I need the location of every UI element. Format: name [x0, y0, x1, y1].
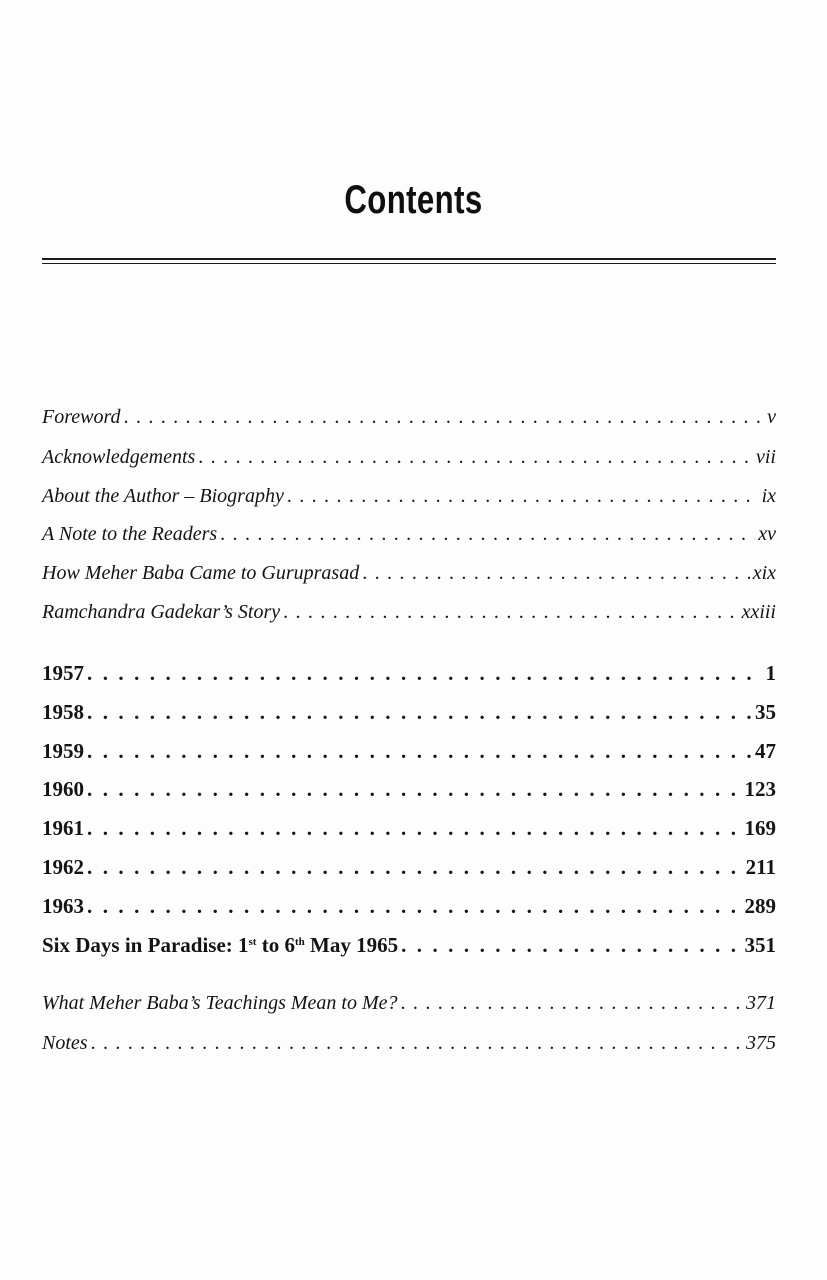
toc-entry-foreword[interactable]	[42, 406, 776, 429]
dot-leader	[87, 700, 752, 725]
toc-entry-about-author[interactable]	[42, 485, 776, 508]
toc-entry-label: 1962	[42, 855, 84, 879]
toc-entry-label: What Meher Baba’s Teachings Mean to Me?	[42, 992, 398, 1014]
toc-entry-notes[interactable]	[42, 1032, 776, 1055]
toc-entry-label: Foreword	[42, 406, 121, 428]
toc-entry-page: 1	[765, 661, 776, 685]
dot-leader	[220, 523, 755, 546]
toc-entry-six-days-in-paradise[interactable]	[42, 933, 776, 958]
toc-entry-page: 375	[746, 1032, 776, 1054]
table-of-contents	[42, 0, 776, 1280]
dot-leader	[87, 739, 752, 764]
toc-entry-1957[interactable]	[42, 661, 776, 686]
toc-entry-page: 351	[744, 933, 776, 957]
toc-entry-teachings-mean-to-me[interactable]	[42, 992, 776, 1015]
dot-leader	[287, 485, 759, 508]
label-text: Six Days in Paradise: 1	[42, 933, 249, 957]
toc-entry-label: 1957	[42, 661, 84, 685]
toc-entry-page: xxiii	[741, 601, 776, 623]
toc-entry-note-to-readers[interactable]	[42, 523, 776, 546]
dot-leader	[362, 562, 749, 585]
toc-entry-page: 47	[755, 739, 776, 763]
toc-entry-gadekar-story[interactable]	[42, 601, 776, 624]
toc-entry-1962[interactable]	[42, 855, 776, 880]
toc-entry-label: A Note to the Readers	[42, 523, 218, 545]
toc-entry-page: 289	[744, 894, 776, 918]
dot-leader	[198, 446, 753, 469]
toc-entry-label: 1960	[42, 777, 84, 801]
toc-entry-label: 1963	[42, 894, 84, 918]
dot-leader	[91, 1032, 743, 1055]
toc-entry-label: 1961	[42, 816, 84, 840]
dot-leader	[87, 894, 742, 919]
toc-entry-1960[interactable]	[42, 777, 776, 802]
dot-leader	[283, 601, 738, 624]
toc-entry-label: Notes	[42, 1032, 88, 1054]
toc-entry-1961[interactable]	[42, 816, 776, 841]
toc-entry-label: 1959	[42, 739, 84, 763]
label-text: May 1965	[304, 933, 399, 957]
toc-entry-label: About the Author – Biography	[42, 485, 284, 507]
toc-entry-label: How Meher Baba Came to Guruprasad	[42, 562, 360, 584]
toc-entry-label: 1958	[42, 700, 84, 724]
toc-entry-label	[42, 933, 398, 958]
toc-entry-label: Ramchandra Gadekar’s Story	[42, 601, 281, 623]
toc-entry-1959[interactable]	[42, 739, 776, 764]
toc-entry-page: 371	[746, 992, 776, 1014]
ordinal-suffix: st	[248, 936, 257, 948]
toc-entry-label: Acknowledgements	[42, 446, 196, 468]
toc-entry-page: 123	[744, 777, 776, 801]
toc-entry-page: xix	[752, 562, 776, 584]
toc-entry-page: ix	[761, 485, 776, 507]
dot-leader	[124, 406, 765, 429]
toc-entry-1963[interactable]	[42, 894, 776, 919]
toc-entry-page: vii	[756, 446, 776, 468]
ordinal-suffix: th	[294, 936, 305, 948]
dot-leader	[87, 777, 742, 802]
dot-leader	[87, 855, 743, 880]
toc-entry-how-meher-baba-came[interactable]	[42, 562, 776, 585]
dot-leader	[401, 992, 743, 1015]
dot-leader	[401, 933, 741, 958]
toc-entry-1958[interactable]	[42, 700, 776, 725]
toc-entry-page: 35	[755, 700, 776, 724]
toc-entry-page: 169	[744, 816, 776, 840]
toc-entry-page: 211	[745, 855, 776, 879]
dot-leader	[87, 816, 742, 841]
toc-entry-page: xv	[758, 523, 776, 545]
page-title: Contents	[344, 178, 483, 222]
toc-entry-acknowledgements[interactable]	[42, 446, 776, 469]
toc-entry-page: v	[767, 406, 776, 428]
label-text: to 6	[256, 933, 295, 957]
dot-leader	[87, 661, 763, 686]
